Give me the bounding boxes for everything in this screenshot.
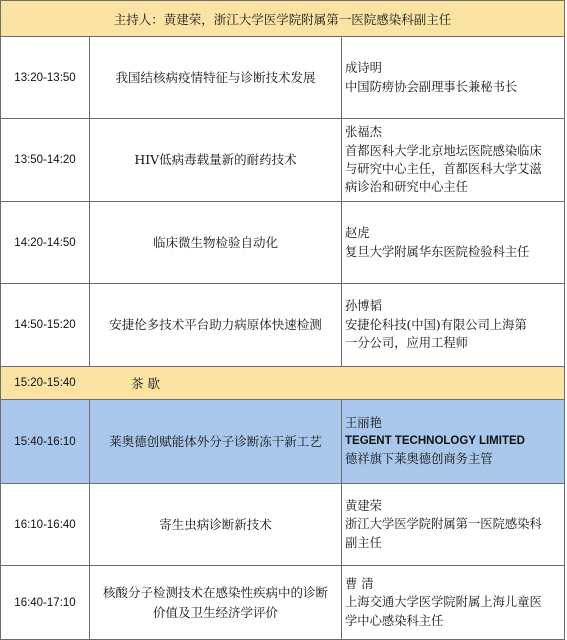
speaker-name: 张福杰 <box>345 125 382 140</box>
session-topic: 安捷伦多技术平台助力病原体快速检测 <box>89 284 341 366</box>
session-speaker <box>341 202 564 283</box>
speaker-title: 病诊治和研究中心主任 <box>345 180 468 195</box>
session-topic: 我国结核病疫情特征与诊断技术发展 <box>89 37 341 118</box>
topic-line: 核酸分子检测技术在感染性疾病中的诊断 <box>102 585 328 601</box>
speaker-name: 赵虎 <box>345 226 370 241</box>
speaker-name: 成诗明 <box>345 61 382 76</box>
session-topic <box>89 566 341 639</box>
session-row <box>0 284 565 367</box>
break-row <box>0 367 565 400</box>
break-label: 茶 歇 <box>131 376 160 391</box>
speaker-title: 与研究中心主任，首都医科大学艾滋 <box>345 162 542 176</box>
session-row <box>0 119 565 202</box>
session-speaker <box>341 37 564 118</box>
host-text: 主持人：黄建荣，浙江大学医学院附属第一医院感染科副主任 <box>113 11 452 27</box>
speaker-title: 复旦大学附属华东医院检验科主任 <box>345 244 530 259</box>
session-time: 13:50-14:20 <box>14 154 76 166</box>
topic-line: 价值及卫生经济学评价 <box>152 604 278 620</box>
speaker-name: 孙博韬 <box>345 299 382 314</box>
speaker-title: 上海交通大学医学院附属上海儿童医 <box>345 595 542 610</box>
speaker-title: 学中心感染科主任 <box>345 613 444 628</box>
session-row <box>0 566 565 640</box>
session-row-highlighted <box>0 400 565 484</box>
session-time: 14:20-14:50 <box>14 236 76 249</box>
session-topic: 寄生虫病诊断新技术 <box>89 484 341 565</box>
speaker-company: TEGENT TECHNOLOGY LIMITED <box>345 434 525 447</box>
speaker-name: 黄建荣 <box>345 498 382 513</box>
session-time: 16:10-16:40 <box>14 518 76 531</box>
session-speaker <box>341 119 564 201</box>
speaker-name: 王丽艳 <box>345 416 382 431</box>
session-topic: HIV低病毒载量新的耐药技术 <box>89 119 341 201</box>
session-row <box>0 202 565 284</box>
session-topic: 莱奥德创赋能体外分子诊断冻干新工艺 <box>89 400 341 483</box>
session-row <box>0 37 565 119</box>
speaker-title: 首都医科大学北京地坛医院感染临床 <box>345 143 542 158</box>
session-time: 16:40-17:10 <box>14 596 76 609</box>
speaker-title: 副主任 <box>345 535 382 550</box>
speaker-name: 曹 清 <box>345 576 374 591</box>
speaker-title: 一分公司，应用工程师 <box>345 336 468 351</box>
speaker-title: 中国防痨协会副理事长兼秘书长 <box>345 79 518 94</box>
session-time: 15:40-16:10 <box>14 435 76 448</box>
session-speaker <box>341 400 564 483</box>
host-row <box>0 0 565 37</box>
session-speaker <box>341 484 564 565</box>
session-topic: 临床微生物检验自动化 <box>89 202 341 283</box>
session-speaker <box>341 566 564 639</box>
speaker-title: 浙江大学医学院附属第一医院感染科 <box>345 517 542 532</box>
session-time: 13:20-13:50 <box>14 71 76 84</box>
break-time: 15:20-15:40 <box>14 377 76 389</box>
speaker-title: 安捷伦科技(中国)有限公司上海第 <box>345 317 527 332</box>
session-speaker <box>341 284 564 366</box>
session-time: 14:50-15:20 <box>14 319 76 331</box>
speaker-title: 德祥旗下莱奥德创商务主管 <box>345 452 493 467</box>
session-row <box>0 484 565 566</box>
